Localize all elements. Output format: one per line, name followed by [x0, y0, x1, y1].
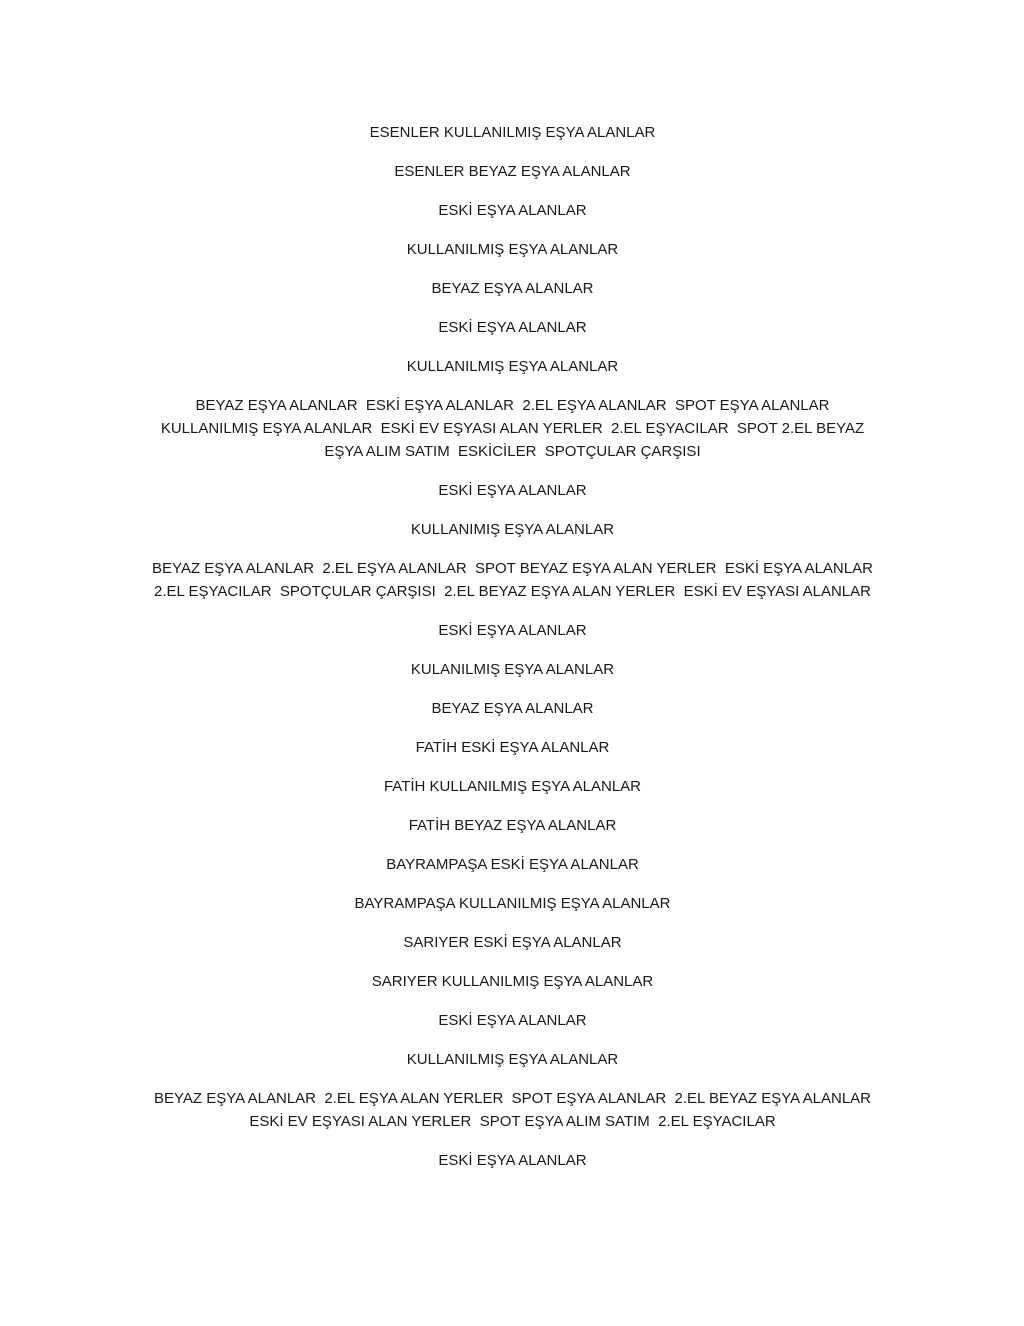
paragraph-5: BEYAZ EŞYA ALANLAR — [431, 280, 594, 297]
paragraph-1: ESENLER KULLANILMIŞ EŞYA ALANLAR — [369, 124, 656, 141]
paragraph-19: BAYRAMPAŞA KULLANILMIŞ EŞYA ALANLAR — [354, 895, 671, 912]
paragraph-6: ESKİ EŞYA ALANLAR — [438, 319, 587, 336]
paragraph-3: ESKİ EŞYA ALANLAR — [438, 202, 587, 219]
paragraph-25: ESKİ EŞYA ALANLAR — [438, 1152, 587, 1169]
paragraph-22: ESKİ EŞYA ALANLAR — [438, 1012, 587, 1029]
paragraph-4: KULLANILMIŞ EŞYA ALANLAR — [406, 241, 619, 258]
paragraph-14: BEYAZ EŞYA ALANLAR — [431, 700, 594, 717]
paragraph-17: FATİH BEYAZ EŞYA ALANLAR — [408, 817, 617, 834]
paragraph-24: BEYAZ EŞYA ALANLAR 2.EL EŞYA ALAN YERLER SPOT EŞYA ALANLAR 2.EL BEYAZ EŞYA ALANLAR ESKİ EV EŞYASI ALAN YERLER SPOT EŞYA ALIM SATIM 2.EL EŞYACILAR — [153, 1090, 872, 1130]
paragraph-11: BEYAZ EŞYA ALANLAR 2.EL EŞYA ALANLAR SPOT BEYAZ EŞYA ALAN YERLER ESKİ EŞYA ALANLAR 2.EL EŞYACILAR SPOTÇULAR ÇARŞISI 2.EL BEYAZ EŞYA ALAN YERLER ESKİ EV EŞYASI ALANLAR — [152, 560, 873, 600]
paragraph-15: FATİH ESKİ EŞYA ALANLAR — [415, 739, 610, 756]
paragraph-2: ESENLER BEYAZ EŞYA ALANLAR — [394, 163, 631, 180]
paragraph-13: KULANILMIŞ EŞYA ALANLAR — [410, 661, 615, 678]
paragraph-10: KULLANIMIŞ EŞYA ALANLAR — [410, 521, 615, 538]
paragraph-7: KULLANILMIŞ EŞYA ALANLAR — [406, 358, 619, 375]
paragraph-23: KULLANILMIŞ EŞYA ALANLAR — [406, 1051, 619, 1068]
paragraph-20: SARIYER ESKİ EŞYA ALANLAR — [403, 934, 622, 951]
paragraph-18: BAYRAMPAŞA ESKİ EŞYA ALANLAR — [386, 856, 639, 873]
paragraph-16: FATİH KULLANILMIŞ EŞYA ALANLAR — [383, 778, 642, 795]
paragraph-21: SARIYER KULLANILMIŞ EŞYA ALANLAR — [371, 973, 654, 990]
paragraph-9: ESKİ EŞYA ALANLAR — [438, 482, 587, 499]
paragraph-8: BEYAZ EŞYA ALANLAR ESKİ EŞYA ALANLAR 2.EL EŞYA ALANLAR SPOT EŞYA ALANLAR KULLANILMIŞ EŞYA ALANLAR ESKİ EV EŞYASI ALAN YERLER 2.EL EŞYACILAR SPOT 2.EL BEYAZ EŞYA ALIM SATIM ESKİCİLER SPOTÇULAR ÇARŞISI — [160, 397, 865, 460]
paragraph-12: ESKİ EŞYA ALANLAR — [438, 622, 587, 639]
document-body — [150, 121, 875, 1188]
